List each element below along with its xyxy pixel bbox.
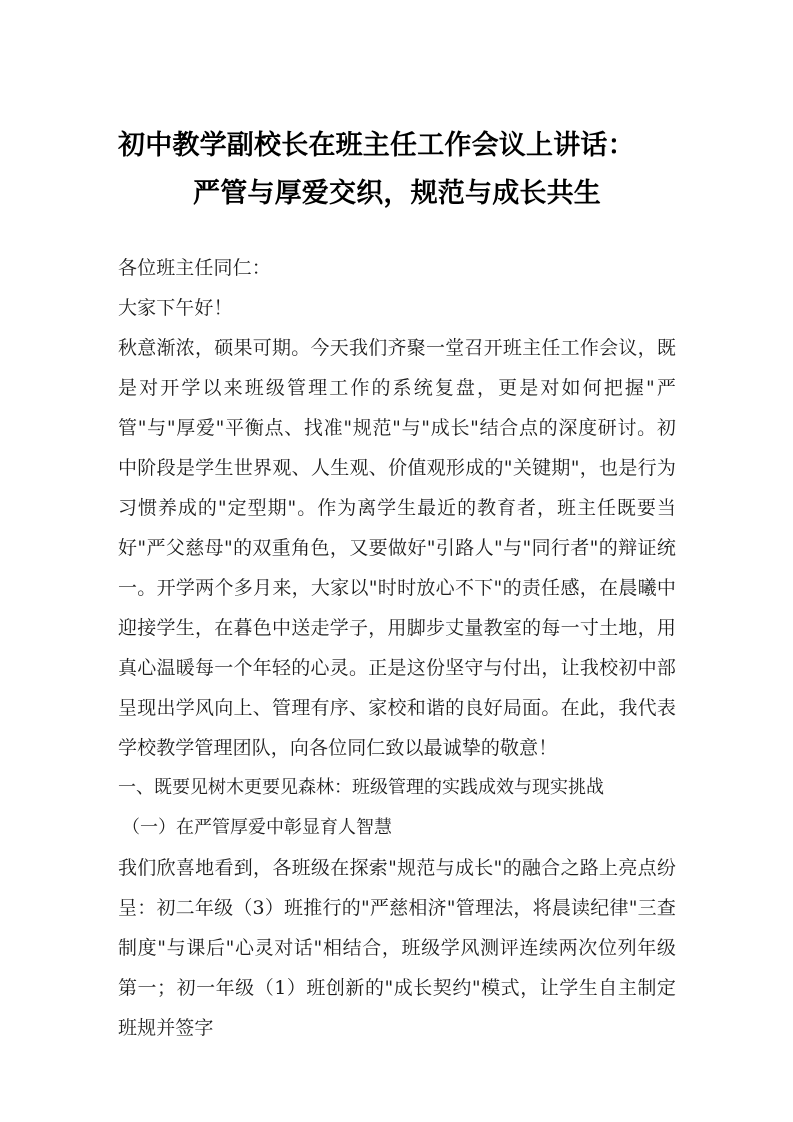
subsection-heading-1: （一）在严管厚爱中彰显育人智慧 (122, 817, 392, 838)
section-paragraph-1: 我们欣喜地看到，各班级在探索"规范与成长"的融合之路上亮点纷呈：初二年级（3）班推行的"严慈相济"管理法，将晨读纪律"三查制度"与课后"心灵对话"相结合，班级学风测评连续两次位列年级第一；初一年级（1）班创新的"成长契约"模式，让学生自主制定班规并签字 (118, 857, 676, 1039)
greeting: 大家下午好！ (118, 297, 233, 319)
document-content (118, 0, 676, 1048)
title-line-1: 初中教学副校长在班主任工作会议上讲话： (118, 130, 635, 161)
title-line-2: 严管与厚爱交织，规范与成长共生 (193, 178, 601, 209)
page-title (118, 0, 676, 218)
salutation: 各位班主任同仁： (118, 257, 271, 279)
section-heading-1: 一、既要见树木更要见森林：班级管理的实践成效与现实挑战 (118, 777, 604, 798)
opening-paragraph: 秋意渐浓，硕果可期。今天我们齐聚一堂召开班主任工作会议，既是对开学以来班级管理工作的系统复盘，更是对如何把握"严管"与"厚爱"平衡点、找准"规范"与"成长"结合点的深度研讨。初中阶段是学生世界观、人生观、价值观形成的"关键期"，也是行为习惯养成的"定型期"。作为离学生最近的教育者，班主任既要当好"严父慈母"的双重角色，又要做好"引路人"与"同行者"的辩证统一。开学两个多月来，大家以"时时放心不下"的责任感，在晨曦中迎接学生，在暮色中送走学子，用脚步丈量教室的每一寸土地，用真心温暖每一个年轻的心灵。正是这份坚守与付出，让我校初中部呈现出学风向上、管理有序、家校和谐的良好局面。在此，我代表学校教学管理团队，向各位同仁致以最诚挚的敬意！ (118, 337, 676, 759)
